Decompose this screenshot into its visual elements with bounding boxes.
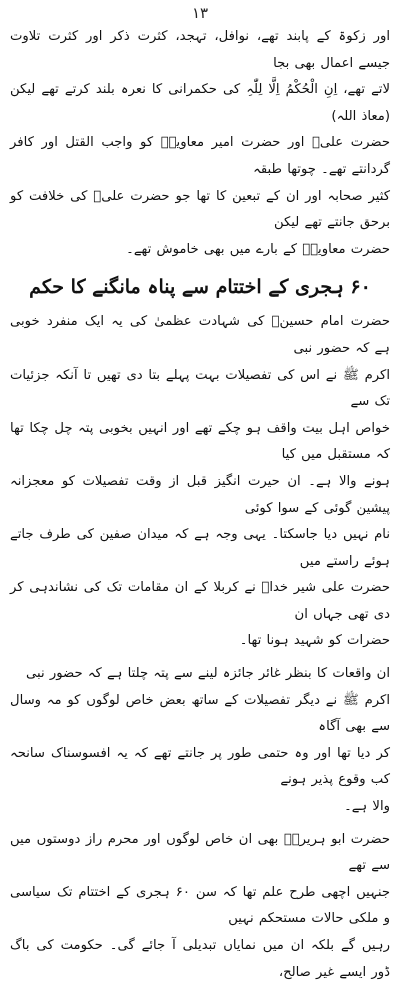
section-heading: ۶۰ ہجری کے اختتام سے پناہ مانگنے کا حکم [29,276,371,299]
text-line: نام نہیں دیا جاسکتا۔ یہی وجہ ہے کہ میدان صفین کی طرف جاتے ہوئے راستے میں [10,527,390,569]
paragraph-2 [10,309,390,655]
paragraph-4 [10,827,390,986]
text-line: لاتے تھے، اِنِ الْحُکْمُ اِلَّا لِلّٰہِ کی حکمرانی کا نعرہ بلند کرتے تھے لیکن (معاذ اللہ) [10,82,390,124]
text-line: والا ہے۔ [344,799,390,815]
text-line: حضرت امام حسینؓ کی شہادت عظمیٰ کی یہ ایک منفرد خوبی ہے کہ حضور نبی [10,314,390,356]
text-line: اور زکوۃ کے پابند تھے، نوافل، تہجد، کثرت ذکر اور کثرت تلاوت جیسے اعمال بھی بجا [10,29,390,71]
text-line: رہیں گے بلکہ ان میں نمایاں تبدیلی آ جائے گی۔ حکومت کی باگ ڈور ایسے غیر صالح، [10,938,390,980]
text-line: حضرت علی شیر خداؓ نے کربلا کے ان مقامات تک کی نشاندہی کر دی تھی جہاں ان [10,580,390,622]
text-line: کر دیا تھا اور وہ حتمی طور پر جانتے تھے کہ یہ افسوسناک سانحہ کب وقوع پذیر ہونے [10,745,390,788]
text-line: خواص اہل بیت واقف ہو چکے تھے اور انہیں بخوبی پتہ چل چکا تھا کہ مستقبل میں کیا [10,420,390,463]
text-line: حضرت ابو ہریرہؓ بھی ان خاص لوگوں اور محرم راز دوستوں میں سے تھے [10,831,390,874]
text-line: حضرات کو شہید ہونا تھا۔ [239,633,390,649]
text-line: اکرم ﷺ نے دیگر تفصیلات کے ساتھ بعض خاص لوگوں کو مہ وسال سے بھی آگاہ [10,692,390,735]
text-line: اکرم ﷺ نے اس کی تفصیلات بہت پہلے بتا دی تھیں تا آنکہ جزئیات تک سے [10,367,390,410]
page-number: ۱۳ [191,4,209,22]
paragraph-1 [10,24,390,263]
text-line: ان واقعات کا بنظر غائر جائزہ لینے سے پتہ چلتا ہے کہ حضور نبی [26,666,390,682]
text-line: حضرت علیؓ اور حضرت امیر معاویہؓ کو واجب القتل اور کافر گردانتے تھے۔ چوتھا طبقہ [10,135,390,177]
paragraph-3 [10,661,390,821]
text-line: جنہیں اچھی طرح علم تھا کہ سن ۶۰ ہجری کے اختتام تک سیاسی و ملکی حالات مستحکم نہیں [10,884,391,927]
text-line: حضرت معاویہؓ کے بارے میں بھی خاموش تھے۔ [126,241,390,257]
text-line: کثیر صحابہ اور ان کے تبعین کا تھا جو حضرت علیؓ کی خلافت کو برحق جانتے تھے لیکن [10,188,390,231]
text-line: ہونے والا ہے۔ ان حیرت انگیز قبل از وقت تفصیلات کو معجزانہ پیشین گوئی کے سوا کوئی [10,473,390,516]
